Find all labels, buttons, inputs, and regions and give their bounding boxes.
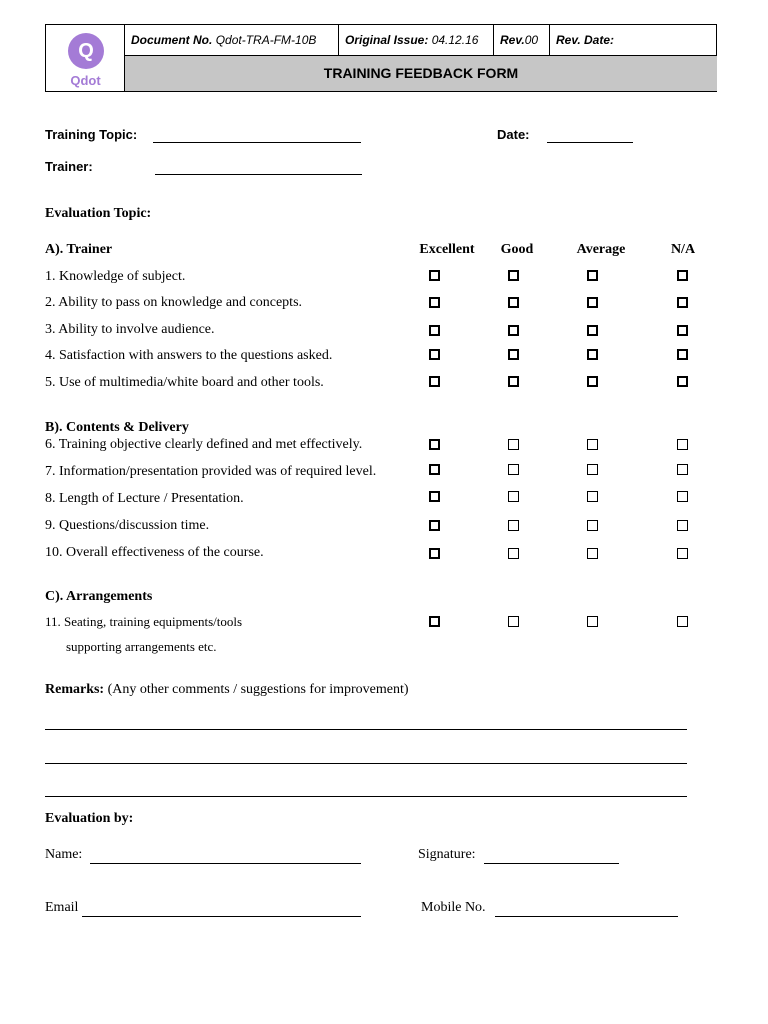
- checkbox-q6-excellent[interactable]: [429, 439, 440, 450]
- checkbox-q9-excellent[interactable]: [429, 520, 440, 531]
- checkbox-q9-average[interactable]: [587, 520, 598, 531]
- checkbox-q7-excellent[interactable]: [429, 464, 440, 475]
- checkbox-q1-excellent[interactable]: [429, 270, 440, 281]
- mobile-line[interactable]: [495, 916, 678, 917]
- question-3: 3. Ability to involve audience.: [45, 322, 215, 337]
- training-topic-line[interactable]: [153, 142, 361, 143]
- checkbox-q2-good[interactable]: [508, 297, 519, 308]
- question-11-continued: supporting arrangements etc.: [66, 639, 217, 654]
- checkbox-q6-na[interactable]: [677, 439, 688, 450]
- remarks-label: Remarks:: [45, 682, 105, 697]
- checkbox-q6-average[interactable]: [587, 439, 598, 450]
- remarks-line-1[interactable]: [45, 729, 687, 730]
- checkbox-q5-na[interactable]: [677, 376, 688, 387]
- checkbox-q3-na[interactable]: [677, 325, 688, 336]
- logo-cell: [46, 25, 125, 91]
- email-line[interactable]: [82, 916, 361, 917]
- checkbox-q10-excellent[interactable]: [429, 548, 440, 559]
- section-b-title: B). Contents & Delivery: [45, 420, 189, 435]
- checkbox-q7-na[interactable]: [677, 464, 688, 475]
- remarks-line-3[interactable]: [45, 796, 687, 797]
- logo-name: Qdot: [70, 73, 101, 88]
- rev-cell: [494, 25, 550, 56]
- checkbox-q11-excellent[interactable]: [429, 616, 440, 627]
- checkbox-q8-good[interactable]: [508, 491, 519, 502]
- question-8: 8. Length of Lecture / Presentation.: [45, 491, 244, 506]
- checkbox-q5-excellent[interactable]: [429, 376, 440, 387]
- checkbox-q4-average[interactable]: [587, 349, 598, 360]
- name-label: Name:: [45, 847, 83, 862]
- checkbox-q8-average[interactable]: [587, 491, 598, 502]
- question-4: 4. Satisfaction with answers to the questions asked.: [45, 348, 333, 363]
- qdot-logo-icon: Q: [68, 33, 104, 69]
- checkbox-q1-average[interactable]: [587, 270, 598, 281]
- question-1: 1. Knowledge of subject.: [45, 269, 186, 284]
- signature-label: Signature:: [418, 847, 476, 862]
- question-2: 2. Ability to pass on knowledge and concepts.: [45, 295, 303, 310]
- original-issue-label: Original Issue:: [345, 33, 429, 47]
- column-good: Good: [500, 242, 534, 257]
- checkbox-q10-average[interactable]: [587, 548, 598, 559]
- rev-date-cell: [550, 25, 717, 56]
- checkbox-q6-good[interactable]: [508, 439, 519, 450]
- column-na: N/A: [670, 242, 696, 257]
- name-line[interactable]: [90, 863, 361, 864]
- checkbox-q5-average[interactable]: [587, 376, 598, 387]
- date-label: Date:: [497, 127, 530, 142]
- rev-value: 00: [524, 33, 539, 47]
- date-line[interactable]: [547, 142, 633, 143]
- trainer-line[interactable]: [155, 174, 362, 175]
- question-5: 5. Use of multimedia/white board and other tools.: [45, 375, 324, 390]
- checkbox-q8-na[interactable]: [677, 491, 688, 502]
- email-label: Email: [45, 900, 79, 915]
- document-header: [45, 24, 717, 92]
- checkbox-q4-good[interactable]: [508, 349, 519, 360]
- training-topic-label: Training Topic:: [45, 127, 138, 142]
- checkbox-q11-na[interactable]: [677, 616, 688, 627]
- checkbox-q7-good[interactable]: [508, 464, 519, 475]
- checkbox-q9-na[interactable]: [677, 520, 688, 531]
- remarks-hint: (Any other comments / suggestions for improvement): [107, 682, 409, 697]
- checkbox-q8-excellent[interactable]: [429, 491, 440, 502]
- checkbox-q2-average[interactable]: [587, 297, 598, 308]
- question-10: 10. Overall effectiveness of the course.: [45, 545, 264, 560]
- evaluation-by-heading: Evaluation by:: [45, 811, 134, 826]
- checkbox-q11-good[interactable]: [508, 616, 519, 627]
- original-issue-cell: [339, 25, 494, 56]
- form-title: TRAINING FEEDBACK FORM: [125, 56, 717, 91]
- checkbox-q11-average[interactable]: [587, 616, 598, 627]
- checkbox-q2-na[interactable]: [677, 297, 688, 308]
- mobile-label: Mobile No.: [421, 900, 486, 915]
- checkbox-q5-good[interactable]: [508, 376, 519, 387]
- checkbox-q4-na[interactable]: [677, 349, 688, 360]
- checkbox-q9-good[interactable]: [508, 520, 519, 531]
- section-a-title: A). Trainer: [45, 242, 113, 257]
- evaluation-topic-heading: Evaluation Topic:: [45, 206, 152, 221]
- column-excellent: Excellent: [419, 242, 475, 257]
- document-no-value: Qdot-TRA-FM-10B: [215, 33, 317, 47]
- remarks-line: [45, 682, 409, 698]
- checkbox-q3-average[interactable]: [587, 325, 598, 336]
- document-no-label: Document No.: [131, 33, 213, 47]
- signature-line[interactable]: [484, 863, 619, 864]
- document-no-cell: [125, 25, 339, 56]
- checkbox-q2-excellent[interactable]: [429, 297, 440, 308]
- question-11: 11. Seating, training equipments/tools: [45, 614, 243, 629]
- section-c-title: C). Arrangements: [45, 589, 153, 604]
- rev-date-label: Rev. Date:: [556, 33, 615, 47]
- checkbox-q7-average[interactable]: [587, 464, 598, 475]
- checkbox-q3-good[interactable]: [508, 325, 519, 336]
- question-6: 6. Training objective clearly defined and met effectively.: [45, 437, 363, 452]
- rev-label: Rev.: [500, 33, 525, 47]
- trainer-label: Trainer:: [45, 159, 93, 174]
- column-average: Average: [576, 242, 626, 257]
- checkbox-q10-na[interactable]: [677, 548, 688, 559]
- checkbox-q1-na[interactable]: [677, 270, 688, 281]
- checkbox-q4-excellent[interactable]: [429, 349, 440, 360]
- question-7: 7. Information/presentation provided was of required level.: [45, 464, 377, 479]
- checkbox-q10-good[interactable]: [508, 548, 519, 559]
- question-9: 9. Questions/discussion time.: [45, 518, 210, 533]
- checkbox-q1-good[interactable]: [508, 270, 519, 281]
- checkbox-q3-excellent[interactable]: [429, 325, 440, 336]
- original-issue-value: 04.12.16: [431, 33, 479, 47]
- remarks-line-2[interactable]: [45, 763, 687, 764]
